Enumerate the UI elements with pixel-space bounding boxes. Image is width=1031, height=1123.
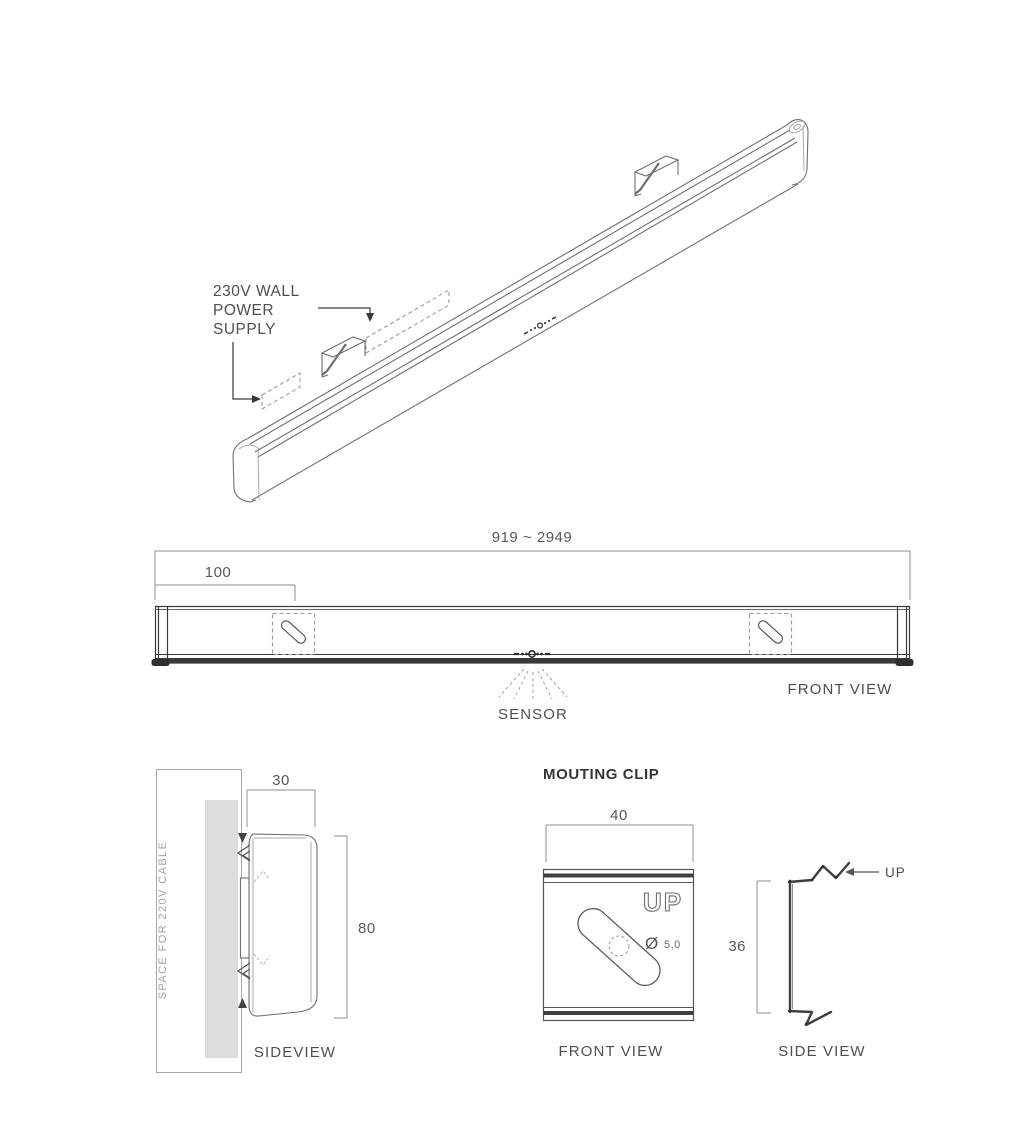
power-supply-label-line3: SUPPLY — [213, 321, 277, 338]
bar-top-edges — [247, 125, 797, 457]
iso-mounting-clip-right — [635, 156, 678, 196]
clip-front-view-label: FRONT VIEW — [558, 1043, 664, 1060]
bar-front-view — [152, 529, 914, 723]
dim-clip-width: 40 — [610, 807, 628, 824]
diameter-symbol: Ø — [645, 934, 659, 953]
cable-space-shade — [205, 800, 238, 1058]
sensor-dot — [548, 320, 550, 322]
clip-arrow-down — [238, 833, 247, 843]
front-dimension-lines — [155, 551, 910, 601]
sensor-dot — [521, 653, 524, 656]
power-supply-zone-right — [366, 290, 449, 353]
bar-right-endcap-ring-inner — [793, 123, 802, 130]
clip-bottom-hook — [789, 1011, 831, 1025]
bar-side-view — [157, 770, 376, 1073]
dim-depth: 30 — [272, 772, 290, 789]
sensor-dot — [530, 329, 532, 331]
power-supply-label-line2: POWER — [213, 302, 275, 319]
bar-right-endcap-seam — [803, 126, 804, 171]
iso-sensor-strip — [524, 317, 556, 334]
bend-dot — [822, 866, 825, 869]
up-arrowhead — [845, 868, 854, 876]
clip-bottom-band — [544, 1011, 694, 1015]
mounting-clip-side-view — [728, 863, 905, 1060]
sensor-dot — [534, 327, 536, 329]
bottom-spring-hook — [238, 963, 250, 979]
clip-top-hook — [789, 863, 849, 882]
power-supply-zone-left — [262, 373, 300, 409]
leader-arrowhead-right — [366, 313, 374, 322]
isometric-view — [213, 119, 808, 502]
bar-left-endcap-detail — [239, 445, 259, 500]
power-supply-label-line1: 230V WALL — [213, 283, 300, 300]
sensor-label: SENSOR — [498, 706, 568, 723]
mounting-rail — [241, 878, 250, 958]
clip-arrow-up — [238, 998, 247, 1008]
bend-dot — [805, 1023, 808, 1026]
mounting-clip-title: MOUTING CLIP — [543, 766, 660, 783]
up-stamp: UP — [642, 887, 684, 917]
bar-left-foot — [152, 659, 170, 666]
bar-right-foot — [896, 659, 914, 666]
bar-bottom-edge — [252, 184, 798, 500]
clip-bend-dots — [789, 866, 838, 1026]
clip-height-dimension-lines — [757, 881, 771, 1013]
bend-dot — [811, 879, 814, 882]
leader-line-right — [318, 308, 370, 313]
side-view-label: SIDEVIEW — [253, 1044, 337, 1061]
bar-bottom-band — [156, 658, 910, 663]
clip-width-dimension-lines — [546, 825, 693, 862]
bend-dot — [789, 880, 792, 883]
cable-space-label: SPACE FOR 220V CABLE — [157, 840, 169, 1000]
up-label: UP — [885, 865, 906, 880]
sensor-dot — [544, 322, 546, 324]
dim-total-length: 919 ~ 2949 — [491, 529, 573, 546]
sensor-center-dot — [538, 323, 543, 328]
sensor-end-dashes — [524, 317, 556, 334]
device-profile — [249, 834, 317, 1016]
bend-dot — [789, 1010, 792, 1013]
leader-arrowhead-left — [252, 395, 261, 403]
sensor-dot — [540, 653, 543, 656]
clip-top-band — [544, 874, 694, 878]
dim-height: 80 — [358, 920, 376, 937]
sensor-dot — [536, 653, 539, 656]
top-spring-hook — [238, 845, 250, 861]
depth-dimension-lines — [247, 790, 315, 827]
diameter-value: 5,0 — [664, 939, 681, 951]
height-dimension-lines — [334, 836, 347, 1018]
leader-line-left — [233, 342, 252, 399]
bend-dot — [835, 876, 838, 879]
iso-mounting-clip-left — [322, 337, 365, 377]
clip-side-view-label: SIDE VIEW — [778, 1043, 866, 1060]
sensor-dot — [525, 653, 528, 656]
sensor-rays — [499, 669, 567, 701]
mounting-clip-front-view — [543, 766, 694, 1060]
dim-clip-offset: 100 — [204, 564, 232, 581]
bar-left-endcap — [233, 439, 256, 502]
front-view-label: FRONT VIEW — [787, 681, 893, 698]
dim-clip-height: 36 — [728, 938, 746, 955]
